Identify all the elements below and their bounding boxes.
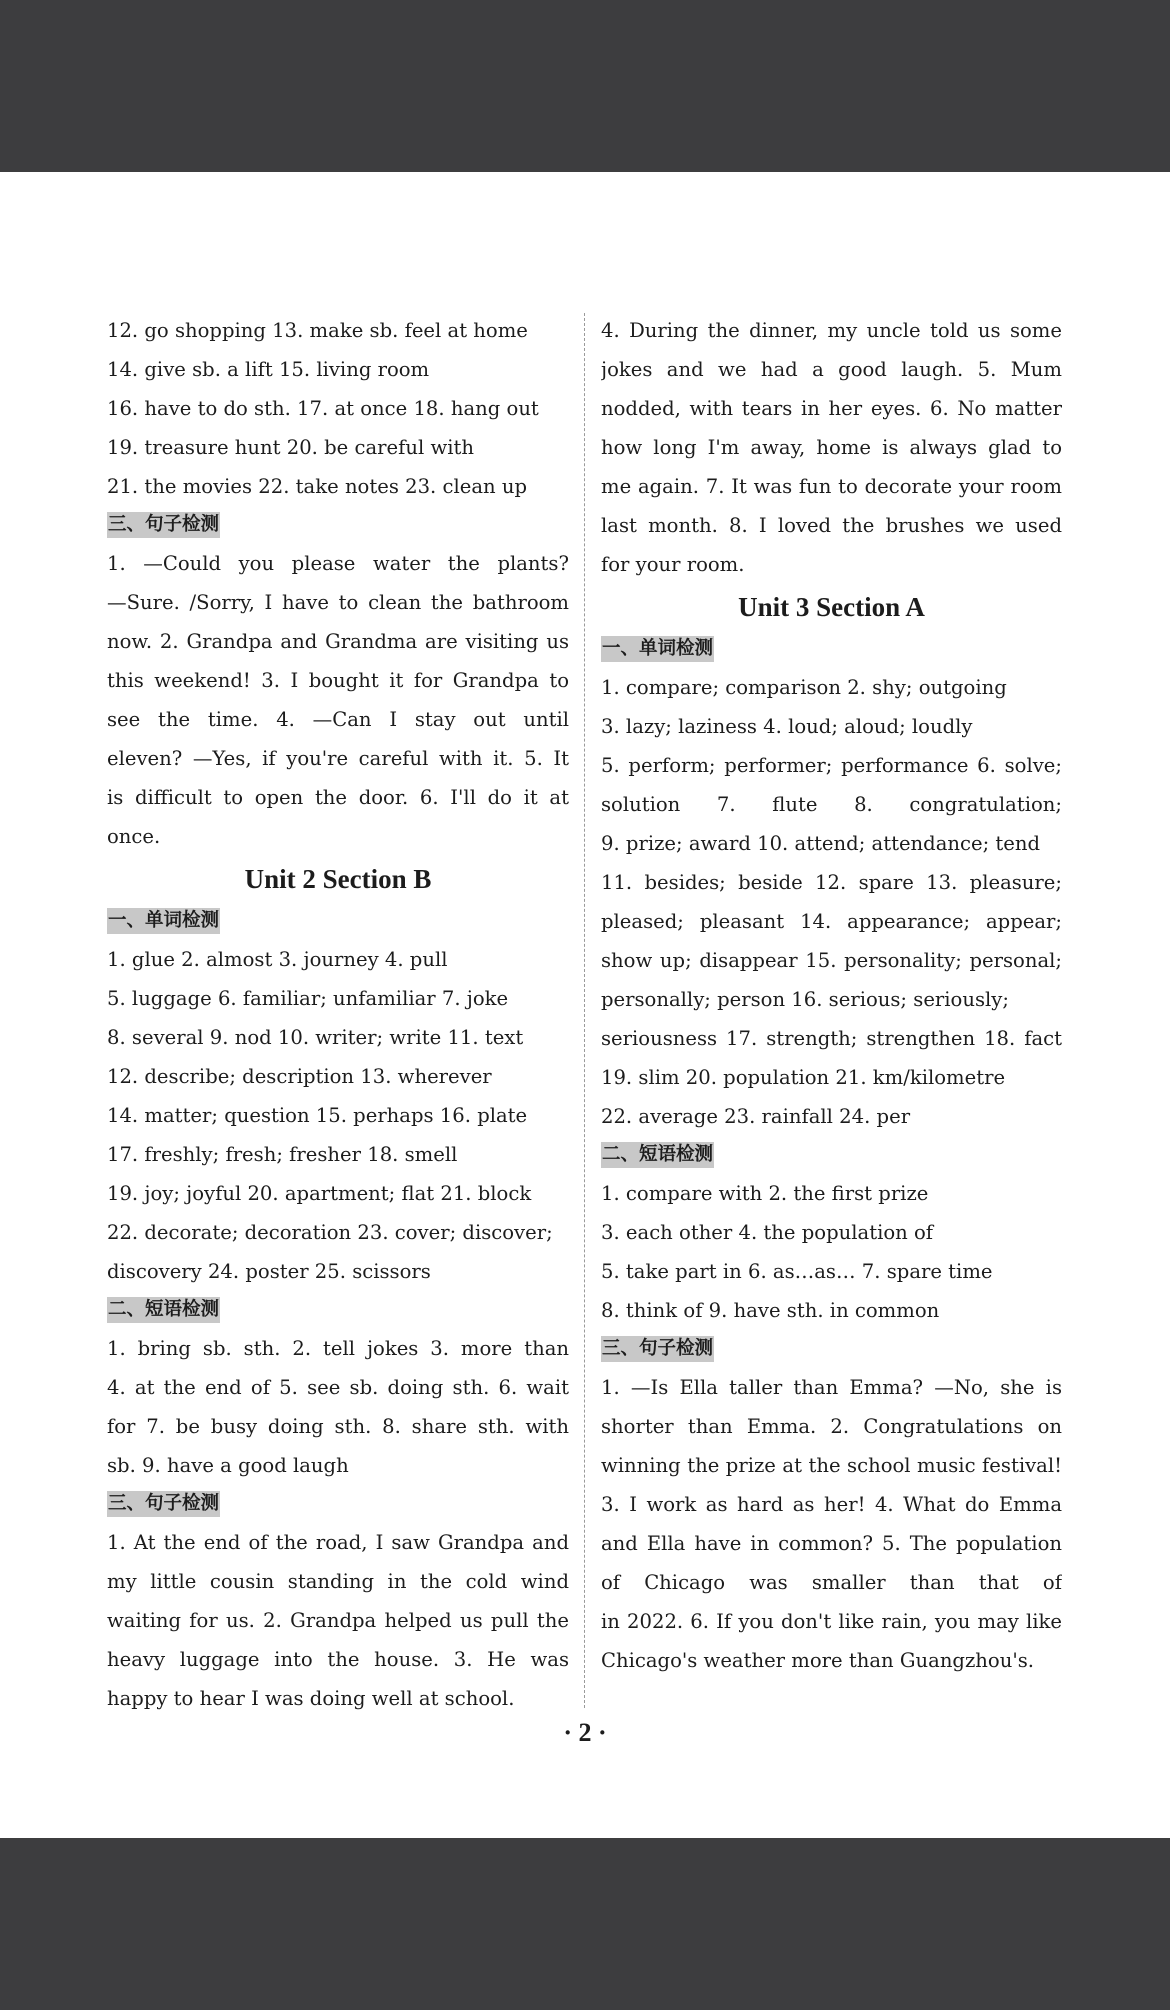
text-line: solution 7. flute 8. congratulation; [601, 793, 1062, 816]
text-line: 11. besides; beside 12. spare 13. pleasure; [601, 871, 1062, 894]
words-block [107, 940, 569, 1291]
text-line: heavy luggage into the house. 3. He was [107, 1648, 569, 1671]
text-line: in 2022. 6. If you don't like rain, you may like [601, 1610, 1062, 1633]
text-line: 5. take part in 6. as…as… 7. spare time [601, 1260, 993, 1283]
top-viewer-bar [0, 0, 1170, 172]
left-column [107, 311, 569, 1718]
text-line: 19. treasure hunt 20. be careful with [107, 436, 475, 459]
section-header-label: 三、句子检测 [601, 1336, 714, 1362]
text-line: last month. 8. I loved the brushes we used [601, 514, 1062, 537]
text-line: 14. matter; question 15. perhaps 16. plate [107, 1104, 528, 1127]
text-line: 3. lazy; laziness 4. loud; aloud; loudly [601, 715, 973, 738]
text-line: 1. glue 2. almost 3. journey 4. pull [107, 948, 448, 971]
text-line: waiting for us. 2. Grandpa helped us pull the [107, 1609, 569, 1632]
text-line: pleased; pleasant 14. appearance; appear; [601, 910, 1062, 933]
section-header-label: 三、句子检测 [107, 512, 220, 538]
text-line: 1. bring sb. sth. 2. tell jokes 3. more than [107, 1337, 569, 1360]
text-line: 1. compare with 2. the first prize [601, 1182, 929, 1205]
text-line: 17. freshly; fresh; fresher 18. smell [107, 1143, 458, 1166]
section-header [601, 1330, 1062, 1368]
text-line: 1. —Could you please water the plants? [107, 552, 569, 575]
text-line: nodded, with tears in her eyes. 6. No matter [601, 397, 1062, 420]
right-column [601, 311, 1062, 1680]
text-line: happy to hear I was doing well at school. [107, 1687, 515, 1710]
text-line: is difficult to open the door. 6. I'll do it at [107, 786, 569, 809]
text-line: —Sure. /Sorry, I have to clean the bathroom [107, 591, 569, 614]
text-line: this weekend! 3. I bought it for Grandpa to [107, 669, 569, 692]
text-line: for your room. [601, 553, 745, 576]
text-line: 1. At the end of the road, I saw Grandpa and [107, 1531, 569, 1554]
text-line: 8. several 9. nod 10. writer; write 11. text [107, 1026, 524, 1049]
section-header-label: 一、单词检测 [107, 908, 220, 934]
section-header [107, 1291, 569, 1329]
text-line: 19. slim 20. population 21. km/kilometre [601, 1066, 1006, 1089]
text-line: 1. compare; comparison 2. shy; outgoing [601, 676, 1007, 699]
text-line: 21. the movies 22. take notes 23. clean up [107, 475, 528, 498]
text-line: 4. at the end of 5. see sb. doing sth. 6. wait [107, 1376, 569, 1399]
text-line: of Chicago was smaller than that of [601, 1571, 1062, 1594]
page-number: · 2 · [563, 1718, 607, 1747]
text-line: see the time. 4. —Can I stay out until [107, 708, 569, 731]
text-line: 9. prize; award 10. attend; attendance; tend [601, 832, 1041, 855]
unit-title: Unit 3 Section A [738, 592, 925, 622]
text-line: sb. 9. have a good laugh [107, 1454, 349, 1477]
sentences-block [107, 1523, 569, 1718]
text-line: once. [107, 825, 161, 848]
text-line: show up; disappear 15. personality; personal; [601, 949, 1062, 972]
unit-title: Unit 2 Section B [244, 864, 432, 894]
section-header [107, 1485, 569, 1523]
text-line: shorter than Emma. 2. Congratulations on [601, 1415, 1062, 1438]
section-header-label: 三、句子检测 [107, 1491, 220, 1517]
text-line: 14. give sb. a lift 15. living room [107, 358, 430, 381]
text-line: how long I'm away, home is always glad to [601, 436, 1062, 459]
text-line: Chicago's weather more than Guangzhou's. [601, 1649, 1035, 1672]
text-line: seriousness 17. strength; strengthen 18. fact [601, 1027, 1062, 1050]
section-header-label: 二、短语检测 [601, 1142, 714, 1168]
sentences-continued-block [601, 311, 1062, 584]
text-line: for 7. be busy doing sth. 8. share sth. with [107, 1415, 569, 1438]
text-line: 5. luggage 6. familiar; unfamiliar 7. joke [107, 987, 509, 1010]
section-header [601, 630, 1062, 668]
text-line: and Ella have in common? 5. The population [601, 1532, 1062, 1555]
phrases-block [107, 1329, 569, 1485]
section-header-label: 二、短语检测 [107, 1297, 220, 1323]
text-line: winning the prize at the school music festival! [601, 1454, 1062, 1477]
text-line: discovery 24. poster 25. scissors [107, 1260, 431, 1283]
text-line: 16. have to do sth. 17. at once 18. hang out [107, 397, 539, 420]
section-header [107, 506, 569, 544]
text-line: 4. During the dinner, my uncle told us some [601, 319, 1062, 342]
text-line: 3. I work as hard as her! 4. What do Emma [601, 1493, 1062, 1516]
section-header [107, 902, 569, 940]
text-line: personally; person 16. serious; seriously; [601, 988, 1009, 1011]
bottom-viewer-bar [0, 1838, 1170, 2010]
sentences-block [601, 1368, 1062, 1680]
words-block [601, 668, 1062, 1136]
text-line: 1. —Is Ella taller than Emma? —No, she is [601, 1376, 1062, 1399]
column-divider [584, 313, 585, 1708]
sentences-block [107, 544, 569, 856]
text-line: 12. describe; description 13. wherever [107, 1065, 492, 1088]
text-line: 5. perform; performer; performance 6. solve; [601, 754, 1062, 777]
text-line: me again. 7. It was fun to decorate your room [601, 475, 1062, 498]
phrases-block [601, 1174, 1062, 1330]
text-line: 22. average 23. rainfall 24. per [601, 1105, 911, 1128]
text-line: jokes and we had a good laugh. 5. Mum [601, 358, 1062, 381]
text-line: eleven? —Yes, if you're careful with it. 5. It [107, 747, 569, 770]
text-line: my little cousin standing in the cold wind [107, 1570, 569, 1593]
phrases-continued-block [107, 311, 569, 506]
text-line: now. 2. Grandpa and Grandma are visiting us [107, 630, 569, 653]
text-line: 12. go shopping 13. make sb. feel at home [107, 319, 528, 342]
text-line: 22. decorate; decoration 23. cover; discover; [107, 1221, 553, 1244]
section-header [601, 1136, 1062, 1174]
text-line: 3. each other 4. the population of [601, 1221, 934, 1244]
text-line: 8. think of 9. have sth. in common [601, 1299, 940, 1322]
text-line: 19. joy; joyful 20. apartment; flat 21. block [107, 1182, 532, 1205]
section-header-label: 一、单词检测 [601, 636, 714, 662]
